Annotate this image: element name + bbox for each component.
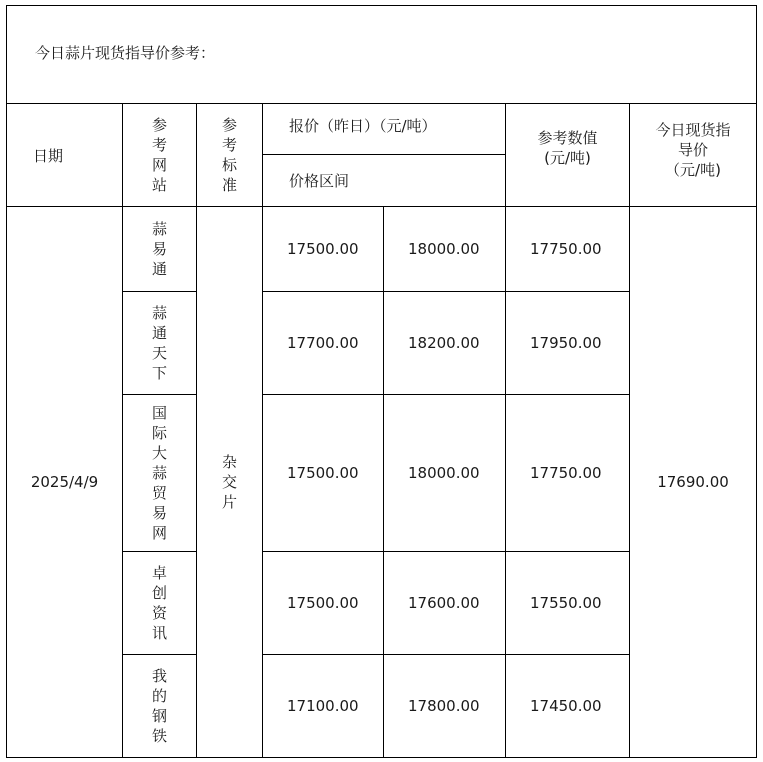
header-date: 日期 [7,104,123,207]
high-price-cell: 18000.00 [384,207,506,292]
low-price-cell: 17500.00 [263,207,384,292]
date-cell: 2025/4/9 [7,207,123,758]
low-price-cell: 17100.00 [263,655,384,758]
ref-value-cell: 17750.00 [506,395,630,552]
low-price-cell: 17500.00 [263,395,384,552]
header-ref-value-line1: 参考数值 [537,129,598,147]
site-cell: 国际大蒜贸易网 [123,395,197,552]
header-guide-line1: 今日现货指 [655,121,731,139]
site-cell: 蒜易通 [123,207,197,292]
site-cell: 蒜通天下 [123,292,197,395]
table-caption: 今日蒜片现货指导价参考： [7,6,757,104]
header-range: 价格区间 [263,155,506,207]
low-price-cell: 17500.00 [263,552,384,655]
guide-price-cell: 17690.00 [630,207,757,758]
header-ref-value-line2: (元/吨) [544,149,591,167]
header-site: 参考网站 [123,104,197,207]
high-price-cell: 17600.00 [384,552,506,655]
header-ref-value [506,104,630,207]
standard-cell: 杂交片 [197,207,263,758]
ref-value-cell: 17450.00 [506,655,630,758]
header-guide-line2: 导价 [677,141,708,159]
site-cell: 我的钢铁 [123,655,197,758]
ref-value-cell: 17950.00 [506,292,630,395]
header-standard: 参考标准 [197,104,263,207]
ref-value-cell: 17750.00 [506,207,630,292]
high-price-cell: 17800.00 [384,655,506,758]
price-reference-table [6,5,757,758]
high-price-cell: 18000.00 [384,395,506,552]
header-guide-price [630,104,757,207]
low-price-cell: 17700.00 [263,292,384,395]
header-quote: 报价（昨日）（元/吨） [263,104,506,155]
high-price-cell: 18200.00 [384,292,506,395]
header-guide-line3: （元/吨) [665,161,721,179]
ref-value-cell: 17550.00 [506,552,630,655]
site-cell: 卓创资讯 [123,552,197,655]
